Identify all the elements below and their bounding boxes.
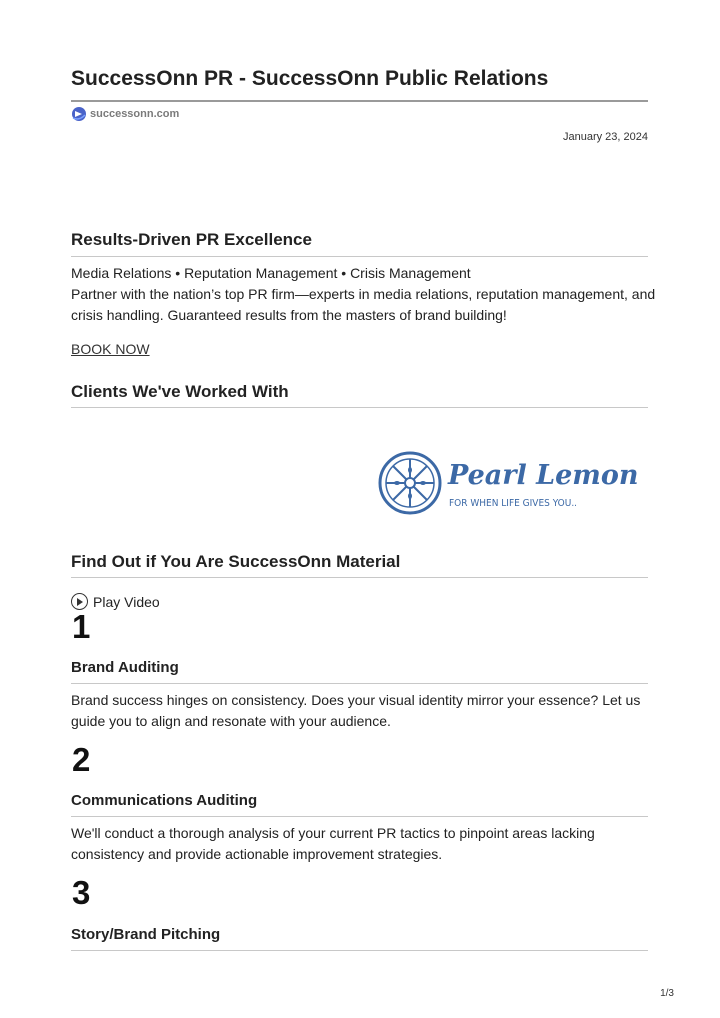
publish-date: January 23, 2024 [562,131,648,143]
page-title: SuccessOnn PR - SuccessOnn Public Relations [71,67,549,90]
step-title-2: Communications Auditing [71,792,258,809]
material-divider [71,577,648,578]
hero-description: Partner with the nation’s top PR firm—experts in media relations, reputation management, and crisis handling. Guaranteed results from the masters of brand building! [71,286,656,323]
step-title-1: Brand Auditing [71,659,179,676]
logo-tagline: FOR WHEN LIFE GIVES YOU.. [449,498,578,509]
clients-divider [71,407,648,408]
clients-heading: Clients We've Worked With [71,382,289,401]
step-text-1: Brand success hinges on consistency. Does your visual identity mirror your essence? Let us guide you to align and resonate with your audience. [71,692,641,729]
step-divider-2 [71,816,648,817]
step-title-3: Story/Brand Pitching [71,926,221,943]
step-divider-3 [71,950,648,951]
step-text-2: We'll conduct a thorough analysis of your current PR tactics to pinpoint areas lacking consistency and provide actionable improvement strategies. [71,825,595,862]
step-number-1: 1 [72,608,91,645]
play-video-label: Play Video [93,593,160,610]
source-domain: successonn.com [90,108,180,120]
pearl-lemon-logo [378,448,639,520]
hero-tagline: Media Relations • Reputation Management • Crisis Management [71,265,471,281]
step-number-3: 3 [72,874,91,911]
page-number: 1/3 [660,988,674,999]
successonn-logo-icon [71,106,87,122]
title-divider [71,100,648,102]
step-divider-1 [71,683,648,684]
step-number-2: 2 [72,741,91,778]
hero-divider [71,256,648,257]
source-link[interactable] [71,106,179,122]
book-now-link[interactable]: BOOK NOW [71,341,150,357]
lemon-slice-icon [378,448,639,520]
material-heading: Find Out if You Are SuccessOnn Material [71,552,401,571]
logo-brand-name: Pearl Lemon [448,460,639,491]
hero-heading: Results-Driven PR Excellence [71,230,312,249]
